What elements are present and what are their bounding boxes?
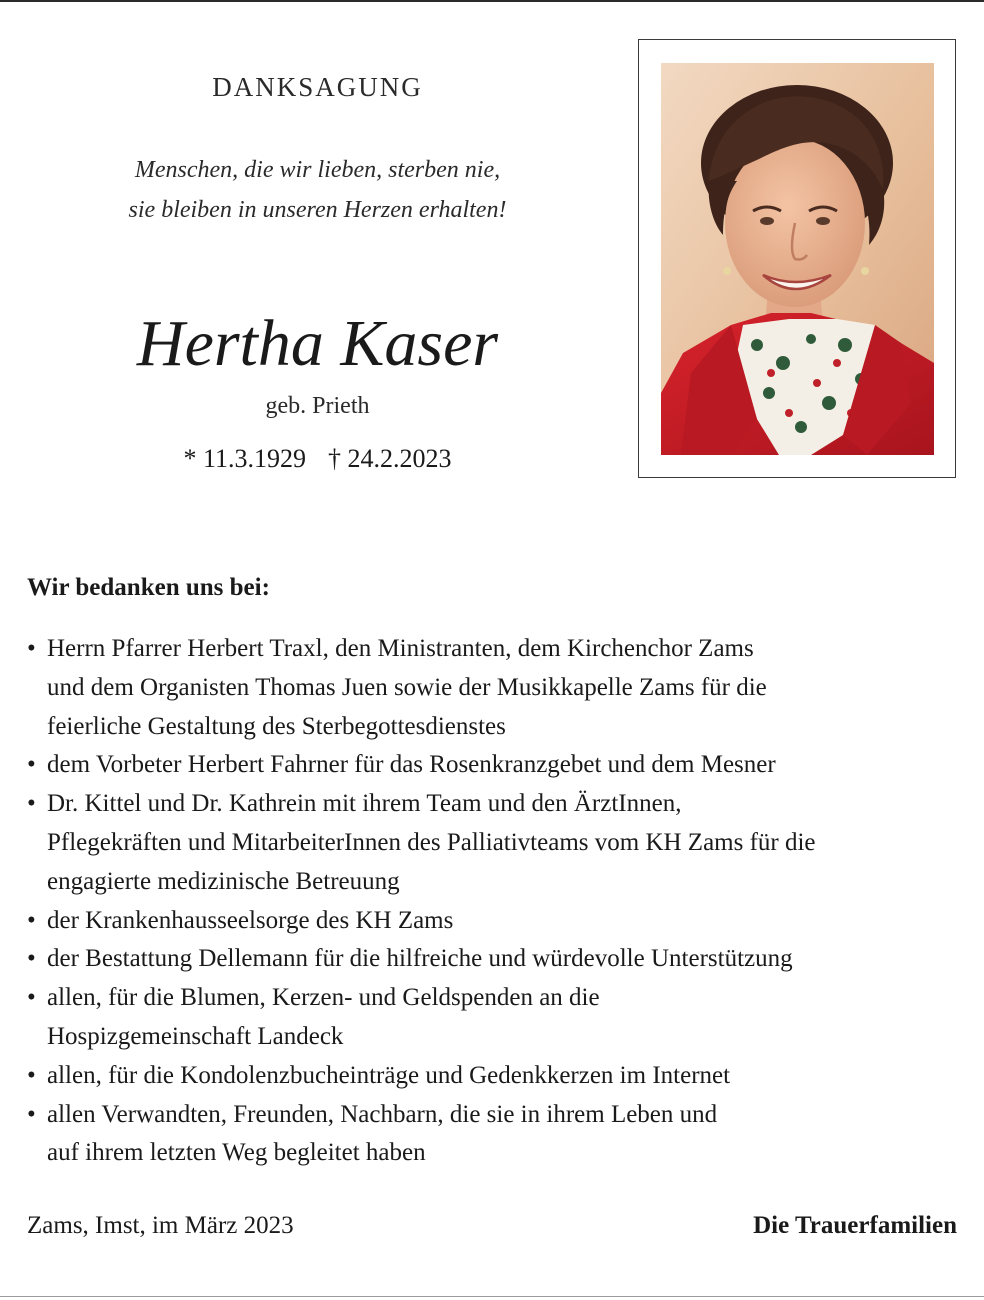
portrait-frame xyxy=(638,39,956,478)
list-item-line: feierliche Gestaltung des Sterbegottesdienstes xyxy=(47,712,506,740)
list-item xyxy=(27,1057,962,1096)
deceased-name: Hertha Kaser xyxy=(136,307,499,380)
signature: Die Trauerfamilien xyxy=(753,1212,957,1239)
list-item-line: Dr. Kittel und Dr. Kathrein mit ihrem Team und den ÄrztInnen, xyxy=(47,790,682,818)
death-date: † 24.2.2023 xyxy=(328,444,452,473)
list-item-line: der Bestattung Dellemann für die hilfreiche und würdevolle Unterstützung xyxy=(47,945,793,973)
notice-heading: DANKSAGUNG xyxy=(212,72,423,102)
list-item xyxy=(27,902,962,941)
bullet-icon: • xyxy=(27,790,36,818)
motto-quote xyxy=(40,150,595,230)
bottom-rule xyxy=(0,1296,984,1297)
list-item-line: der Krankenhausseelsorge des KH Zams xyxy=(47,906,454,934)
bullet-icon: • xyxy=(27,1100,36,1128)
list-item-line: allen, für die Blumen, Kerzen- und Geldspenden an die xyxy=(47,984,600,1012)
bullet-icon: • xyxy=(27,1061,36,1089)
list-item xyxy=(27,630,962,746)
list-item-line: allen, für die Kondolenzbucheinträge und Gedenkkerzen im Internet xyxy=(47,1061,731,1089)
place-date: Zams, Imst, im März 2023 xyxy=(27,1212,294,1239)
bullet-icon: • xyxy=(27,945,36,973)
list-item xyxy=(27,1096,962,1174)
list-item xyxy=(27,979,962,1057)
list-item-line: und dem Organisten Thomas Juen sowie der Musikkapelle Zams für die xyxy=(47,673,767,701)
birth-date: * 11.3.1929 xyxy=(183,444,307,473)
motto-line: sie bleiben in unseren Herzen erhalten! xyxy=(128,197,507,223)
list-item-line: Pflegekräften und MitarbeiterInnen des Palliativteams vom KH Zams für die xyxy=(47,828,816,856)
list-item xyxy=(27,746,962,785)
life-dates xyxy=(40,444,595,474)
thanks-title: Wir bedanken uns bei: xyxy=(27,574,270,601)
thanks-list xyxy=(27,630,962,1173)
list-item-line: engagierte medizinische Betreuung xyxy=(47,867,400,895)
list-item-line: auf ihrem letzten Weg begleitet haben xyxy=(47,1139,426,1167)
list-item-line: dem Vorbeter Herbert Fahrner für das Rosenkranzgebet und dem Mesner xyxy=(47,751,776,779)
top-rule xyxy=(0,0,984,2)
list-item xyxy=(27,940,962,979)
list-item-line: allen Verwandten, Freunden, Nachbarn, die sie in ihrem Leben und xyxy=(47,1100,718,1128)
bullet-icon: • xyxy=(27,751,36,779)
bullet-icon: • xyxy=(27,906,36,934)
list-item-line: Hospizgemeinschaft Landeck xyxy=(47,1022,344,1050)
motto-line: Menschen, die wir lieben, sterben nie, xyxy=(134,157,501,183)
list-item-line: Herrn Pfarrer Herbert Traxl, den Ministranten, dem Kirchenchor Zams xyxy=(47,635,754,662)
bullet-icon: • xyxy=(27,984,36,1012)
maiden-name: geb. Prieth xyxy=(265,393,370,419)
portrait-photo xyxy=(661,63,934,455)
bullet-icon: • xyxy=(27,635,36,662)
list-item xyxy=(27,785,962,901)
